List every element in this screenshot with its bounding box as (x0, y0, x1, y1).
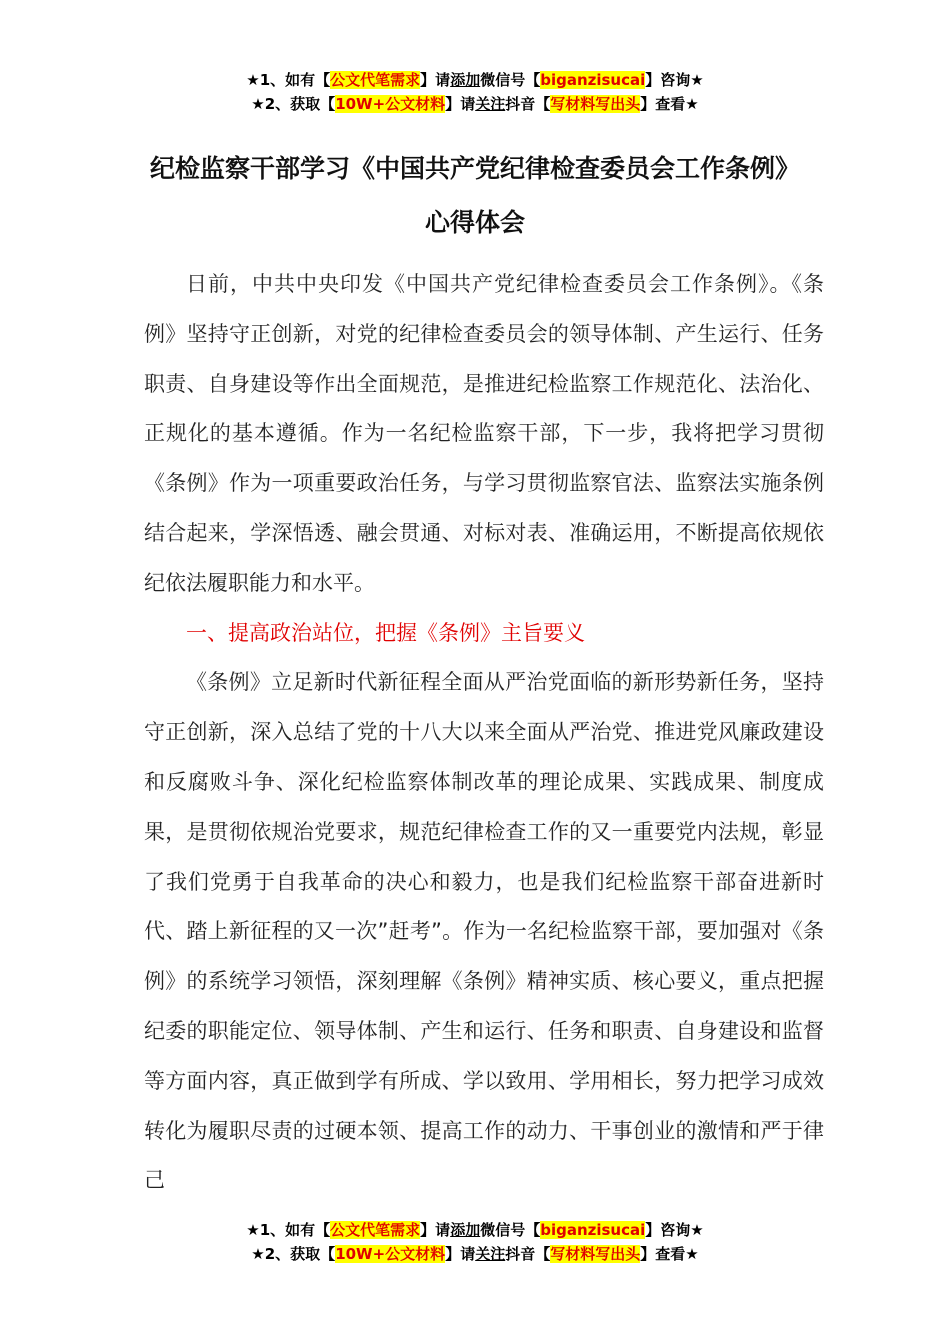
banner-highlight: 公文代笔需求 (330, 1221, 421, 1239)
banner-line-1 (0, 1218, 950, 1242)
banner-highlight: biganzisucai (540, 1221, 646, 1239)
banner-text: 】请 (420, 1221, 451, 1239)
banner-underline: 添加 (450, 71, 481, 89)
banner-underline: 添加 (450, 1221, 481, 1239)
banner-text: 】咨询★ (645, 71, 704, 89)
banner-text: ★2、获取【 (251, 1245, 336, 1263)
banner-highlight: 10W+公文材料 (335, 95, 446, 113)
banner-underline: 关注 (475, 95, 506, 113)
banner-text: 抖音【 (505, 95, 551, 113)
banner-underline: 关注 (475, 1245, 506, 1263)
document-title: 纪检监察干部学习《中国共产党纪律检查委员会工作条例》心得体会 (150, 154, 801, 237)
banner-text: ★1、如有【 (246, 71, 331, 89)
banner-text: ★1、如有【 (246, 1221, 331, 1239)
banner-highlight: 写材料写出头 (550, 1245, 641, 1263)
banner-highlight: biganzisucai (540, 71, 646, 89)
footer-banner (0, 1218, 950, 1266)
banner-text: 】查看★ (640, 1245, 699, 1263)
banner-text: 微信号【 (480, 71, 541, 89)
banner-line-2 (0, 1242, 950, 1266)
banner-highlight: 写材料写出头 (550, 95, 641, 113)
document-body (144, 260, 824, 1206)
banner-line-1 (0, 68, 950, 92)
paragraph: 日前，中共中央印发《中国共产党纪律检查委员会工作条例》。《条例》坚持守正创新，对党的纪律检查委员会的领导体制、产生运行、任务职责、自身建设等作出全面规范，是推进纪检监察工作规范化、法治化、正规化的基本遵循。作为一名纪检监察干部，下一步，我将把学习贯彻《条例》作为一项重要政治任务，与学习贯彻监察官法、监察法实施条例结合起来，学深悟透、融会贯通、对标对表、准确运用，不断提高依规依纪依法履职能力和水平。 (144, 272, 824, 595)
banner-text: 】请 (420, 71, 451, 89)
banner-text: 】查看★ (640, 95, 699, 113)
paragraph: 《条例》立足新时代新征程全面从严治党面临的新形势新任务，坚持守正创新，深入总结了党的十八大以来全面从严治党、推进党风廉政建设和反腐败斗争、深化纪检监察体制改革的理论成果、实践成果、制度成果，是贯彻依规治党要求，规范纪律检查工作的又一重要党内法规，彰显了我们党勇于自我革命的决心和毅力，也是我们纪检监察干部奋进新时代、踏上新征程的又一次”赶考”。作为一名纪检监察干部，要加强对《条例》的系统学习领悟，深刻理解《条例》精神实质、核心要义，重点把握纪委的职能定位、领导体制、产生和运行、任务和职责、自身建设和监督等方面内容，真正做到学有所成、学以致用、学用相长，努力把学习成效转化为履职尽责的过硬本领、提高工作的动力、干事创业的激情和严于律己 (144, 670, 824, 1193)
banner-text: 】咨询★ (645, 1221, 704, 1239)
banner-text: 】请 (445, 95, 476, 113)
banner-line-2 (0, 92, 950, 116)
banner-text: 】请 (445, 1245, 476, 1263)
header-banner (0, 68, 950, 116)
section-heading: 一、提高政治站位，把握《条例》主旨要义 (186, 620, 585, 645)
banner-text: 微信号【 (480, 1221, 541, 1239)
banner-text: 抖音【 (505, 1245, 551, 1263)
banner-text: ★2、获取【 (251, 95, 336, 113)
banner-highlight: 10W+公文材料 (335, 1245, 446, 1263)
banner-highlight: 公文代笔需求 (330, 71, 421, 89)
